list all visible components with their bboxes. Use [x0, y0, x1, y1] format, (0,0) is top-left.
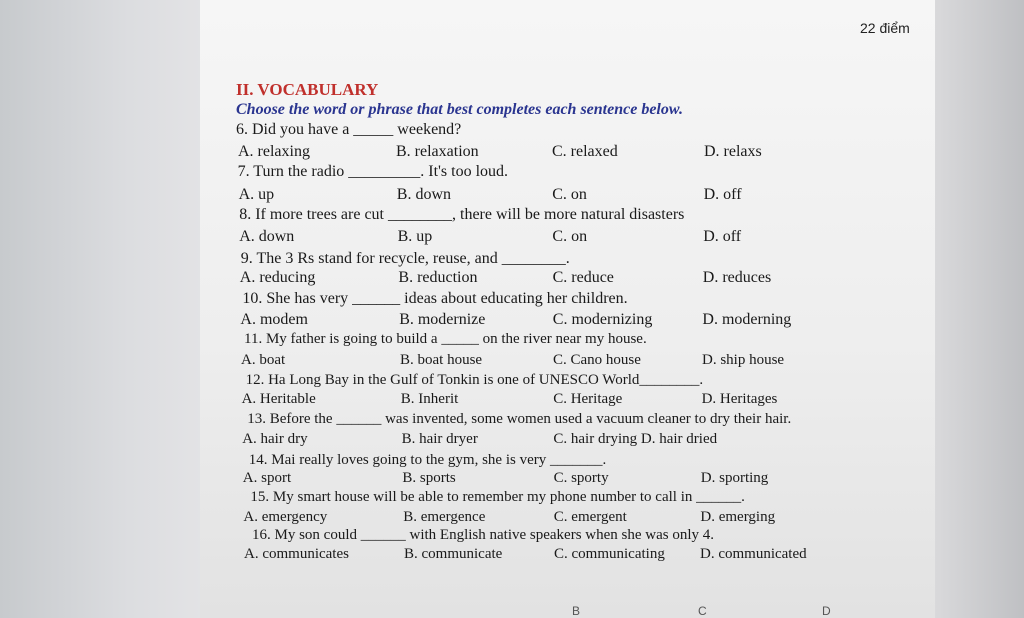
answer-option[interactable]: D. Heritages	[701, 391, 778, 407]
question-text: 9. The 3 Rs stand for recycle, reuse, and ________.	[240, 250, 570, 267]
answer-option[interactable]: C. on	[552, 228, 588, 245]
answer-option[interactable]: A. relaxing	[238, 143, 310, 160]
answer-option[interactable]: A. Heritable	[241, 391, 316, 407]
question-text: 15. My smart house will be able to remember my phone number to call in ______.	[250, 489, 745, 505]
answer-option[interactable]: C. communicating	[554, 546, 665, 562]
question-text: 11. My father is going to build a _____ on the river near my house.	[244, 331, 647, 347]
answer-option[interactable]: C. Cano house	[553, 352, 641, 368]
answer-option[interactable]: C. relaxed	[552, 143, 618, 160]
answer-option[interactable]: A. sport	[242, 470, 292, 486]
answer-option[interactable]: B. up	[397, 228, 433, 245]
answer-option[interactable]: B. boat house	[400, 352, 483, 368]
answer-option[interactable]: C. hair drying D. hair dried	[553, 431, 718, 447]
bottom-mark: D	[822, 604, 831, 618]
question-text: 6. Did you have a _____ weekend?	[236, 121, 462, 138]
answer-option[interactable]: C. Heritage	[553, 391, 623, 407]
answer-option[interactable]: B. relaxation	[396, 143, 479, 160]
bottom-mark: C	[698, 604, 707, 618]
question-text: 16. My son could ______ with English native speakers when she was only 4.	[252, 527, 715, 543]
answer-option[interactable]: C. modernizing	[552, 311, 653, 328]
answer-option[interactable]: B. Inherit	[400, 391, 459, 407]
answer-option[interactable]: A. modem	[240, 311, 308, 328]
question-text: 8. If more trees are cut ________, there will be more natural disasters	[239, 206, 685, 223]
answer-option[interactable]: C. sporty	[553, 470, 609, 486]
answer-option[interactable]: D. sporting	[700, 470, 769, 486]
answer-option[interactable]: D. communicated	[700, 546, 807, 562]
desk-background-right	[935, 0, 1024, 618]
score-label: 22 điểm	[860, 20, 910, 36]
answer-option[interactable]: A. down	[239, 228, 295, 245]
answer-option[interactable]: C. emergent	[553, 509, 627, 525]
answer-option[interactable]: B. emergence	[403, 509, 486, 525]
answer-option[interactable]: D. emerging	[700, 509, 776, 525]
question-text: 13. Before the ______ was invented, some women used a vacuum cleaner to dry their hair.	[247, 411, 792, 427]
answer-option[interactable]: D. relaxs	[704, 143, 762, 160]
question-text: 14. Mai really loves going to the gym, she is very _______.	[248, 452, 607, 468]
question-text: 12. Ha Long Bay in the Gulf of Tonkin is one of UNESCO World________.	[245, 372, 704, 388]
answer-option[interactable]: A. boat	[241, 352, 286, 368]
answer-option[interactable]: A. emergency	[243, 509, 328, 525]
answer-option[interactable]: A. communicates	[244, 546, 349, 562]
answer-option[interactable]: D. moderning	[702, 311, 792, 328]
question-text: 10. She has very ______ ideas about educating her children.	[242, 290, 628, 307]
answer-option[interactable]: B. hair dryer	[401, 431, 478, 447]
bottom-mark: B	[572, 604, 581, 618]
answer-option[interactable]: D. ship house	[702, 352, 785, 368]
answer-option[interactable]: B. down	[396, 186, 452, 203]
answer-option[interactable]: A. up	[238, 186, 275, 203]
desk-background-left	[0, 0, 215, 618]
answer-option[interactable]: B. reduction	[398, 269, 478, 286]
question-text: 7. Turn the radio _________. It's too loud.	[237, 163, 509, 180]
answer-option[interactable]: A. hair dry	[242, 431, 308, 447]
answer-option[interactable]: A. reducing	[239, 269, 316, 286]
answer-option[interactable]: D. off	[703, 186, 742, 203]
answer-option[interactable]: B. modernize	[399, 311, 486, 328]
answer-option[interactable]: B. communicate	[404, 546, 503, 562]
answer-option[interactable]: D. reduces	[702, 269, 772, 286]
answer-option[interactable]: D. off	[703, 228, 742, 245]
answer-option[interactable]: C. reduce	[552, 269, 614, 286]
answer-option[interactable]: B. sports	[402, 470, 456, 486]
answer-option[interactable]: C. on	[552, 186, 587, 203]
instruction-text: Choose the word or phrase that best completes each sentence below.	[236, 101, 683, 118]
section-title: II. VOCABULARY	[236, 80, 379, 99]
